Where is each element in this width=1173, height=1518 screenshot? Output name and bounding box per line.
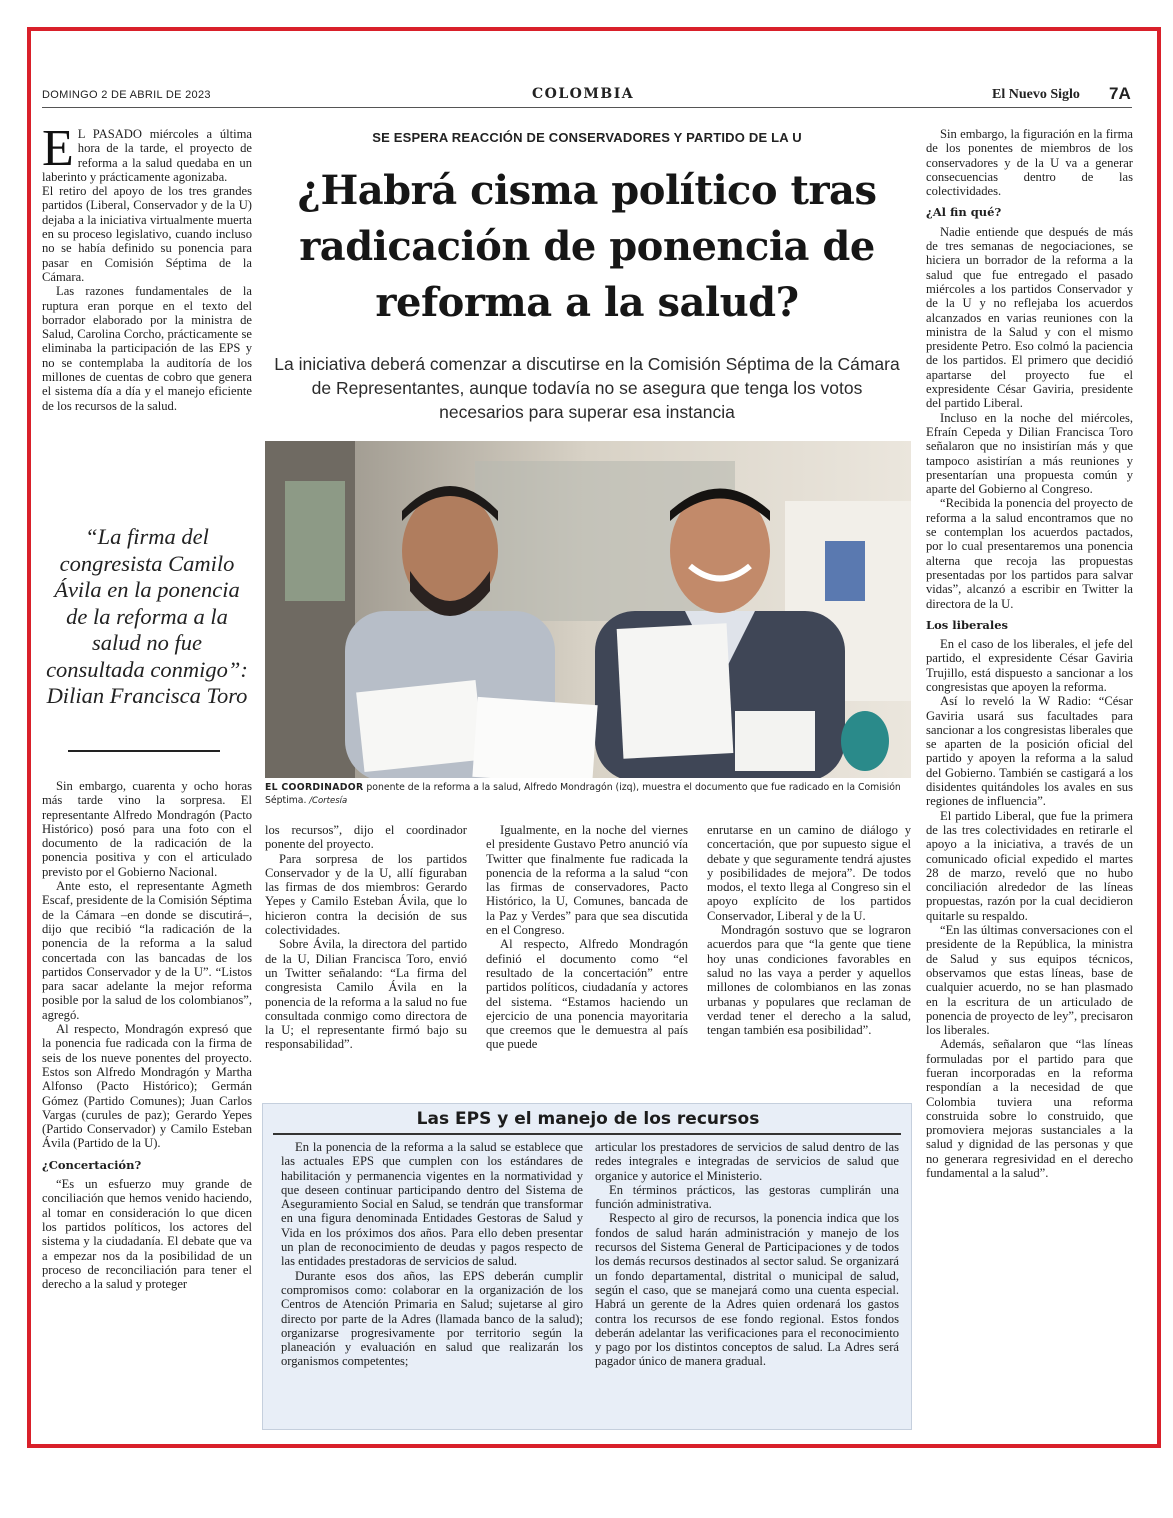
paragraph: “Recibida la ponencia del proyecto de reforma a la salud encontramos que no se contemplan los acuerdos pactados, por lo cual presentaremos una ponencia alterna que recoja las propuestas presentadas por los partidos para salvar vidas”, alcanzó a escribir en Twitter la directora de la U. <box>926 496 1133 611</box>
paragraph: Igualmente, en la noche del viernes el presidente Gustavo Petro anunció vía Twitter que finalmente fue radicada la ponencia de la reforma a la salud “con las firmas de conservadores, Pacto Histórico, la U, Comunes, bancada de la Paz y Verdes” para que sea discutida en el Congreso. <box>486 823 688 938</box>
paragraph: Sin embargo, la figuración en la firma de los ponentes de miembros de los conservadores y de la U va a generar consecuencias dentro de las colectividades. <box>926 127 1133 199</box>
box-title: Las EPS y el manejo de los recursos <box>416 1109 760 1129</box>
article-photo <box>265 441 911 778</box>
column-3 <box>486 823 688 1052</box>
paragraph: Respecto al giro de recursos, la ponencia indica que los fondos de salud harán administración y manejo de los recursos del Sistema General de Participaciones y de todos los demás recursos destinados al sector salud. Se organizará un fondo departamental, distrital o municipal de salud, según el caso, que se manejará como una cuenta especial. Habrá un gerente de la Adres quien ordenará los gastos contra los recursos de ese fondo regional. Estos fondos deberán adelantar las verificaciones para el reconocimiento y pago por los distintos conceptos de salud. La Adres será pagador único de manera gradual. <box>595 1211 899 1369</box>
sidebar-box <box>262 1103 912 1430</box>
headline: ¿Habrá cisma político tras radicación de ponencia de reforma a la salud? <box>297 167 877 326</box>
paragraph: En términos prácticos, las gestoras cumplirán una función administrativa. <box>595 1182 899 1212</box>
caption-lead: EL COORDINADOR <box>265 782 364 793</box>
paragraph: enrutarse en un camino de diálogo y concertación, que por supuesto sigue el debate y que seguramente tendrá ajustes y posibilidades de mejora”. De todos modos, el texto llega al Congreso sin el apoyo explícito de los partidos Conservador, Liberal y de la U. <box>707 823 911 923</box>
paragraph: Sin embargo, cuarenta y ocho horas más tarde vino la sorpresa. El representante Alfredo Mondragón (Pacto Histórico) posó para una foto con el documento de la radicación de la ponencia positiva y con el articulado previsto por el Gobierno Nacional. <box>42 779 252 879</box>
paragraph: Al respecto, Alfredo Mondragón definió el documento como “el resultado de la concertación” entre partidos políticos, ciudadanía y actores del sistema. “Estamos haciendo un ejercicio de una ponencia mayoritaria que creemos que le demuestra al país que puede <box>486 937 688 1052</box>
box-column-left <box>281 1140 583 1369</box>
paragraph: articular los prestadores de servicios de salud dentro de las redes integrales e integradas de servicios de salud que organice y autorice el Ministerio. <box>595 1140 899 1183</box>
lead-paragraph <box>42 120 252 184</box>
column-1-top <box>42 120 252 413</box>
pull-quote: “La firma del congresista Camilo Ávila en la ponencia de la reforma a la salud no fue consultada conmigo”: Dilian Francisca Toro <box>46 524 248 708</box>
photo-illustration <box>265 441 911 778</box>
paragraph: Sobre Ávila, la directora del partido de la U, Dilian Francisca Toro, envió un Twitter señalando: “La firma del congresista Camilo Ávila en la ponencia de la reforma a la salud no fue consultada conmigo como directora de la U; el representante firmó bajo su responsabilidad”. <box>265 937 467 1052</box>
section-name: COLOMBIA <box>532 86 635 102</box>
lead-text: miércoles a última hora de la tarde, el proyecto de reforma a la salud quedaba en un laberinto y prácticamente agonizaba. <box>42 127 252 184</box>
paragraph: El partido Liberal, que fue la primera de las tres colectividades en retirarle el apoyo a la iniciativa, a través de un comunicado oficial expedido el martes 28 de marzo, reveló que no hubo conciliación alrededor de las líneas propuestas, razón por la cual decidieron quitarle su respaldo. <box>926 808 1133 923</box>
box-column-right <box>595 1140 899 1369</box>
paragraph: Durante esos dos años, las EPS deberán cumplir compromisos como: colaborar en la organización de los Centros de Atención Primaria en Salud; sujetarse al giro directo por parte de la Adres (llamada banco de la salud); organizarse progresivamente por territorio según la planeación y evaluación en salud que realizarán los organismos competentes; <box>281 1268 583 1369</box>
caption-text: ponente de la reforma a la salud, Alfredo Mondragón (izq), muestra el documento que fue radicado en la Comisión Séptima. <box>265 782 901 806</box>
paragraph: Las razones fundamentales de la ruptura eran porque en el texto del borrador elaborado por la ministra de Salud, Carolina Corcho, prácticamente se eliminaba la participación de las EPS y no se contemplaba la auditoría de los millones de cuentas de cobro que genera el sistema día a día y el manejo eficiente de los recursos de la salud. <box>42 284 252 413</box>
paragraph: En el caso de los liberales, el jefe del partido, el expresidente César Gaviria Trujillo, está dispuesto a sancionar a los congresistas que apoyen la reforma. <box>926 637 1133 694</box>
page-number: 7A <box>1109 84 1131 103</box>
paragraph: Nadie entiende que después de más de tres semanas de negociaciones, se hiciera un borrador de la reforma a la salud que fue entregado el pasado miércoles a los partidos Conservador y de la U y no reflejaba los acuerdos alcanzados en varias reuniones con la ministra de la Salud y con el mismo presidente Petro. Eso colmó la paciencia de los partidos. El primero que decidió apartarse del proyecto fue el expresidente César Gaviria, presidente del partido Liberal. <box>926 224 1133 411</box>
paragraph: “En las últimas conversaciones con el presidente de la República, la ministra de Salud y sus equipos técnicos, observamos que estas líneas, base de cualquier acuerdo, no se han plasmado en la escritura de un articulado de ponencia de proyecto de ley”, precisaron los liberales. <box>926 923 1133 1038</box>
page-header <box>42 86 1132 106</box>
subhead-al-fin-que: ¿Al fin qué? <box>926 205 1002 220</box>
column-4 <box>707 823 911 1037</box>
paragraph: los recursos”, dijo el coordinador ponente del proyecto. <box>265 823 467 852</box>
column-5 <box>926 127 1133 1180</box>
header-rule <box>42 107 1132 108</box>
subhead-los-liberales: Los liberales <box>926 617 1008 632</box>
paragraph: Así lo reveló la W Radio: “César Gaviria usará sus facultades para sancionar a los congresistas liberales que se aparten de la posición oficial del partido y apoyen la reforma a la salud del Gobierno. También se castigará a los disidentes quitándoles los avales en sus regiones de influencia”. <box>926 694 1133 809</box>
caption-credit: /Cortesía <box>306 796 348 806</box>
paragraph: Incluso en la noche del miércoles, Efraín Cepeda y Dilian Francisca Toro señalaron que no insistirían más y que tampoco asistirían a más reuniones y presentarían una propuesta común y aparte del Gobierno al Congreso. <box>926 410 1133 497</box>
paragraph: En la ponencia de la reforma a la salud se establece que las actuales EPS que cumplen con los estándares de habilitación y permanencia vigentes en la normatividad y que deseen continuar participando dentro del Sistema de Aseguramiento Social en Salud, se tendrán que transformar en una figura denominada Entidades Gestoras de Salud y Vida en los próximos dos años. Para ello deben presentar un plan de reconocimiento de deudas y pagos respecto de las entidades prestadoras de servicios de salud. <box>281 1140 583 1269</box>
kicker: SE ESPERA REACCIÓN DE CONSERVADORES Y PARTIDO DE LA U <box>372 130 802 145</box>
subhead-concertacion: ¿Concertación? <box>42 1157 142 1172</box>
column-2 <box>265 823 467 1052</box>
box-title-rule <box>273 1133 901 1135</box>
paragraph: “Es un esfuerzo muy grande de conciliación que hemos venido haciendo, al tomar en consideración lo que dicen los partidos políticos, los actores del sistema y la ciudadanía. El debate que va a empezar nos da la posibilidad de un proceso de reconciliación para tener el derecho a la salud y proteger <box>42 1177 252 1292</box>
newspaper-name: El Nuevo Siglo <box>992 87 1080 102</box>
paragraph: El retiro del apoyo de los tres grandes partidos (Liberal, Conservador y de la U) dejaba a la iniciativa virtualmente muerta en su proceso legislativo, cuando incluso no se había definido su ponencia para pasar en Comisión Séptima de la Cámara. <box>42 184 252 284</box>
lead-caps: L PASADO <box>77 127 142 141</box>
edition-date: DOMINGO 2 DE ABRIL DE 2023 <box>42 89 211 101</box>
column-1-bottom <box>42 779 252 1291</box>
paragraph: Ante esto, el representante Agmeth Escaf, presidente de la Comisión Séptima de la Cámara –en donde se discutirá–, dijo que recibió “la radicación de la ponencia de la reforma a la salud concertada con las bancadas de los partidos Conservador y de la U”. “Listos para sacar adelante la mejor reforma posible por la salud de los colombianos”, agregó. <box>42 879 252 1022</box>
paragraph: Para sorpresa de los partidos Conservador y de la U, allí figuraban las firmas de dos miembros: Gerardo Yepes y Camilo Esteban Ávila, que lo hicieron contra la decisión de sus colectividades. <box>265 851 467 938</box>
photo-caption <box>265 781 911 808</box>
drop-cap: E <box>42 120 74 177</box>
paragraph: Además, señalaron que “las líneas formuladas por el partido para que fueran incorporadas en la reforma respondían a la necesidad de que Colombia tuviera una reforma construida sobre lo construido, que promoviera mejoras sustanciales a la salud y dignidad de las personas y que no generara regresividad en el derecho fundamental a la salud”. <box>926 1037 1133 1181</box>
pull-quote-rule <box>68 750 220 752</box>
paragraph: Mondragón sostuvo que se lograron acuerdos para que “la gente que tiene hoy unas condiciones favorables en salud no las vaya a perder y aquellos millones de colombianos en las zonas urbanas y populares que reclaman de verdad tener el derecho a la salud, tengan también esa posibilidad”. <box>707 923 911 1038</box>
paragraph: Al respecto, Mondragón expresó que la ponencia fue radicada con la firma de seis de los nueve ponentes del proyecto. Estos son Alfredo Mondragón y Martha Alfonso (Pacto Histórico); Germán Gómez (Partido Comunes); Juan Carlos Vargas (curules de paz); Gerardo Yepes (Partido Conservador) y Camilo Esteban Ávila (Partido de la U). <box>42 1022 252 1151</box>
deck: La iniciativa deberá comenzar a discutirse en la Comisión Séptima de la Cámara de Representantes, aunque todavía no se asegura que tenga los votos necesarios para superar esa instancia <box>274 354 900 422</box>
